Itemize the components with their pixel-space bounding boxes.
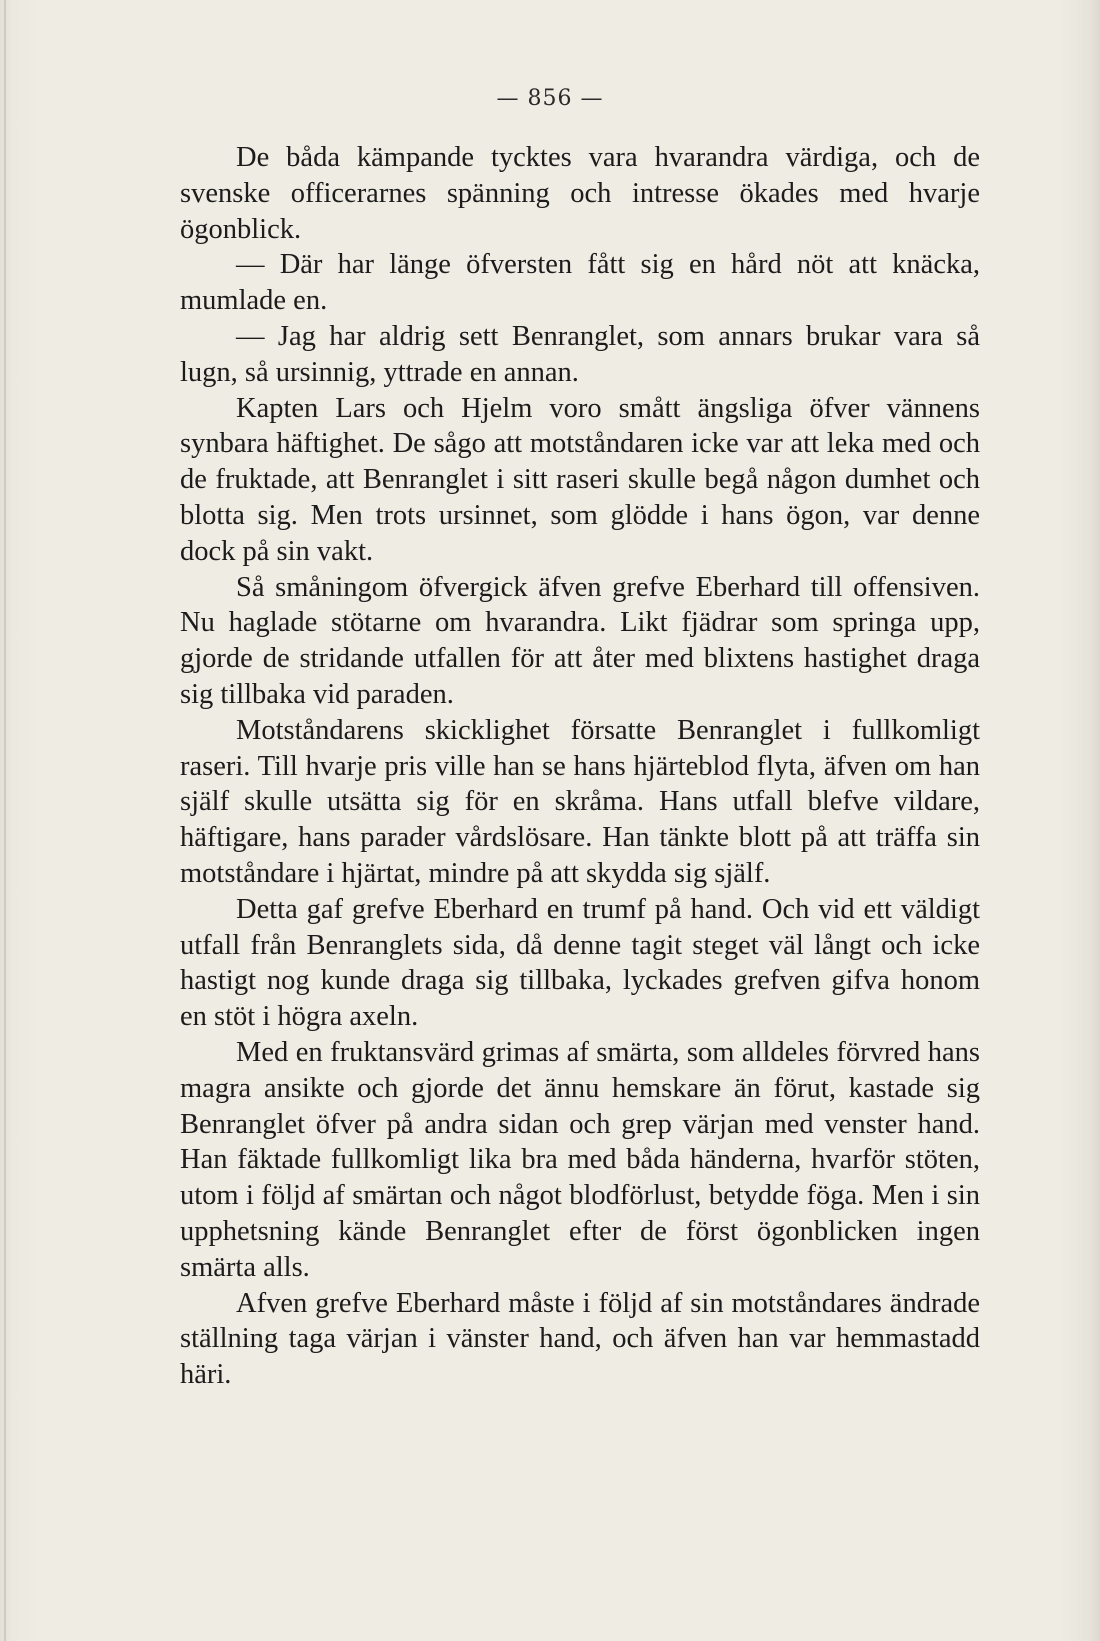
paragraph: De båda kämpande tycktes vara hvarandra värdiga, och de svenske officerarnes spänning och intresse ökades med hvarje ögonblick. bbox=[180, 142, 980, 245]
paragraph: — Jag har aldrig sett Benranglet, som annars brukar vara så lugn, så ursinnig, yttrade en annan. bbox=[180, 320, 980, 388]
paragraph: Kapten Lars och Hjelm voro smått ängsliga öfver vännens synbara häftighet. De sågo att motståndaren icke var att leka med och de fruktade, att Benranglet i sitt raseri skulle begå någon dumhet och blotta sig. Men trots ursinnet, som glödde i hans ögon, var denne dock på sin vakt. bbox=[180, 392, 980, 567]
paragraph: Så småningom öfvergick äfven grefve Eberhard till offensiven. Nu haglade stötarne om hvarandra. Likt fjädrar som springa upp, gjorde de stridande utfallen för att åter med blixtens hastighet draga sig tillbaka vid paraden. bbox=[180, 571, 980, 710]
paragraph: Med en fruktansvärd grimas af smärta, som alldeles förvred hans magra ansikte och gjorde det ännu hemskare än förut, kastade sig Benranglet öfver på andra sidan och grep värjan med venster hand. Han fäktade fullkomligt lika bra med båda händerna, hvarför stöten, utom i följd af smärtan och något blodförlust, betydde föga. Men i sin upphetsning kände Benranglet efter de först ögonblicken ingen smärta alls. bbox=[180, 1036, 980, 1283]
page-number: — 856 — bbox=[496, 86, 604, 111]
paragraph: — Där har länge öfversten fått sig en hård nöt att knäcka, mumlade en. bbox=[180, 249, 980, 317]
body-text bbox=[180, 140, 980, 1393]
paragraph: Detta gaf grefve Eberhard en trumf på hand. Och vid ett väldigt utfall från Benranglets sida, då denne tagit steget väl långt och icke hastigt nog kunde draga sig tillbaka, lyckades grefven gifva honom en stöt i högra axeln. bbox=[180, 893, 980, 1033]
paragraph: Afven grefve Eberhard måste i följd af sin motståndares ändrade ställning taga värjan i vänster hand, och äfven han var hemmastadd häri. bbox=[180, 1287, 980, 1391]
paragraph: Motståndarens skicklighet försatte Benranglet i fullkomligt raseri. Till hvarje pris ville han se hans hjärteblod flyta, äfven om han själf skulle utsätta sig för en skråma. Hans utfall blefve vildare, häftigare, hans parader vårdslösare. Han tänkte blott på att träffa sin motståndare i hjärtat, mindre på att skydda sig själf. bbox=[180, 714, 980, 889]
page-edge bbox=[4, 0, 6, 1641]
